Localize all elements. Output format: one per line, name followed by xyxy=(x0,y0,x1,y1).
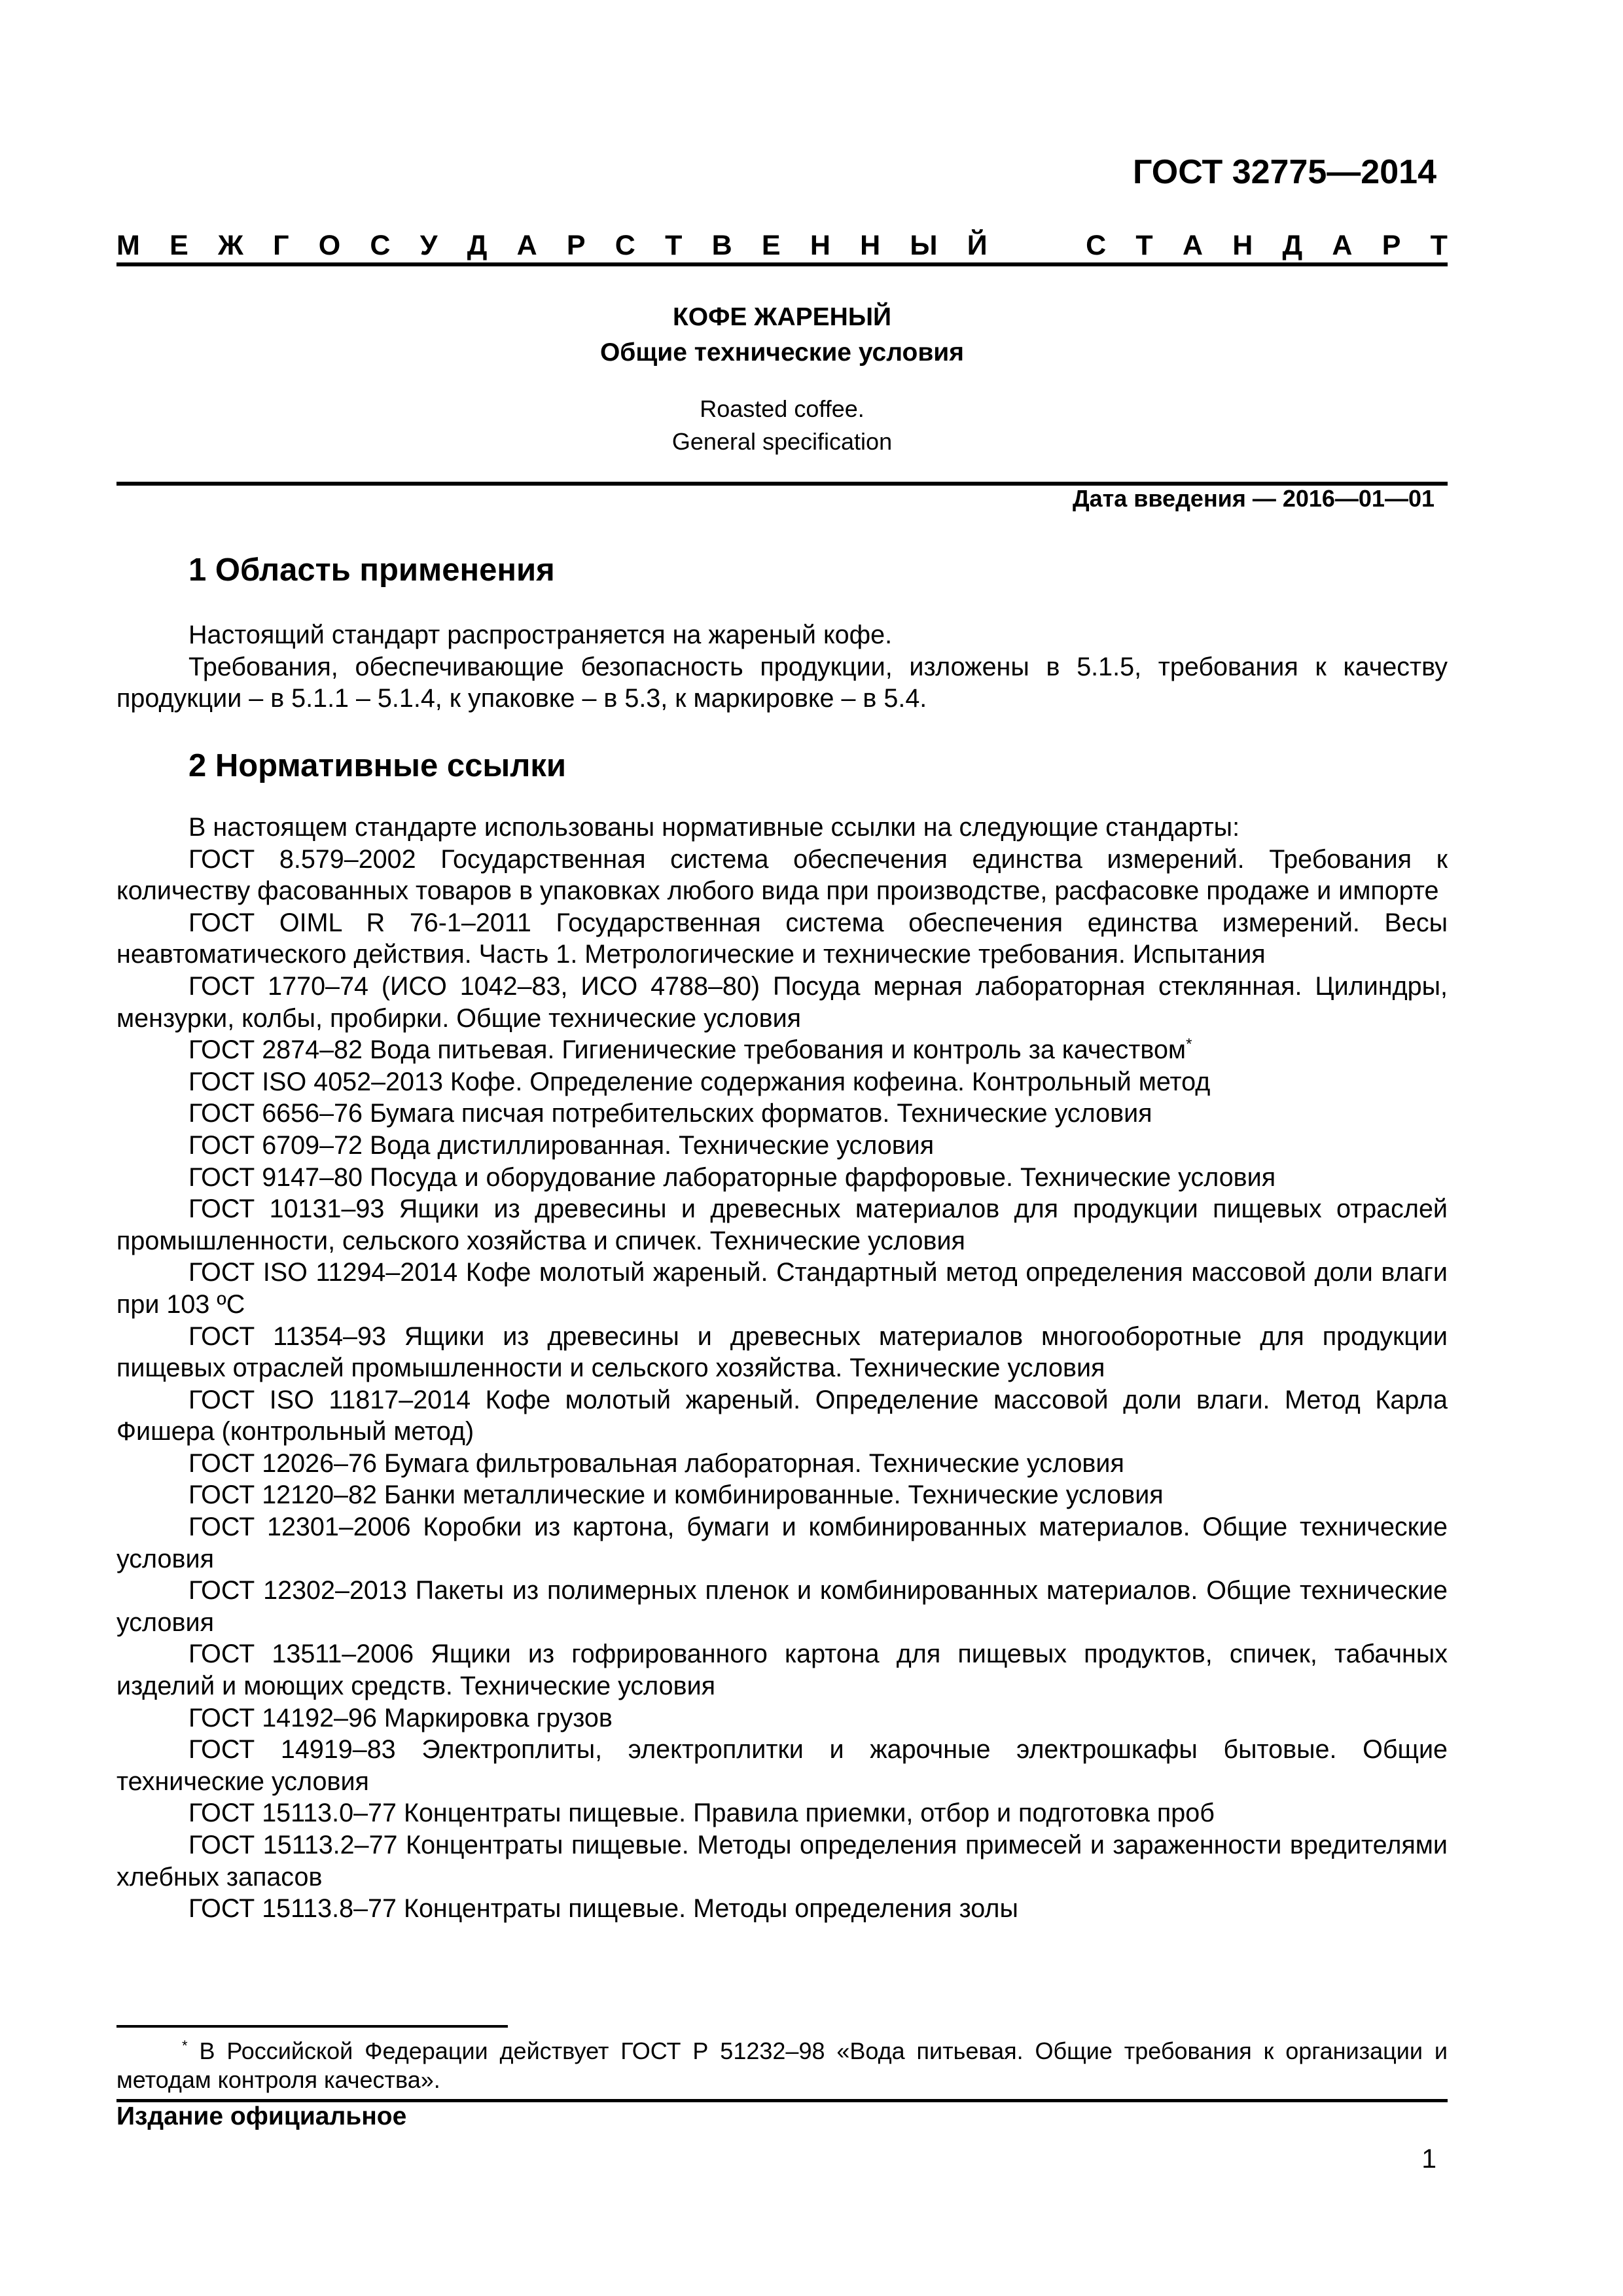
reference-item: ГОСТ 11354–93 Ящики из древесины и древесных материалов многооборотные для продукции пищевых отраслей промышленности и сельского хозяйства. Технические условия xyxy=(116,1321,1448,1383)
reference-item: ГОСТ ISO 11817–2014 Кофе молотый жареный. Определение массовой доли влаги. Метод Карла Фишера (контрольный метод) xyxy=(116,1385,1448,1446)
reference-item: ГОСТ 6709–72 Вода дистиллированная. Технические условия xyxy=(188,1130,935,1160)
section-2-body xyxy=(116,812,1448,1925)
letter: Ж xyxy=(217,229,243,261)
letter: М xyxy=(116,229,140,261)
section-2-heading: 2 Нормативные ссылки xyxy=(188,748,566,783)
footnote-paragraph xyxy=(116,2037,1448,2094)
title-ru xyxy=(116,300,1448,370)
letter: Т xyxy=(1430,229,1448,261)
letter: Д xyxy=(1282,229,1303,261)
paragraph: Настоящий стандарт распространяется на жареный кофе. xyxy=(188,620,893,649)
letter: Д xyxy=(467,229,488,261)
footnote xyxy=(116,2037,1448,2094)
reference-item: ГОСТ 9147–80 Посуда и оборудование лабораторные фарфоровые. Технические условия xyxy=(188,1162,1276,1192)
letter: Ы xyxy=(910,229,938,261)
footnote-separator xyxy=(116,2025,508,2028)
letter: А xyxy=(516,229,537,261)
letter: В xyxy=(711,229,732,261)
letter: Н xyxy=(810,229,830,261)
footnote-ref-marker: * xyxy=(1186,1035,1192,1053)
reference-item: ГОСТ 12026–76 Бумага фильтровальная лабораторная. Технические условия xyxy=(188,1448,1124,1478)
reference-item: ГОСТ 12120–82 Банки металлические и комбинированные. Технические условия xyxy=(188,1480,1164,1510)
paragraph: Требования, обеспечивающие безопасность продукции, изложены в 5.1.5, требования к качеству продукции – в 5.1.1 – 5.1.4, к упаковке – в 5.3, к маркировке – в 5.4. xyxy=(116,652,1448,713)
reference-item: ГОСТ 12302–2013 Пакеты из полимерных пленок и комбинированных материалов. Общие технические условия xyxy=(116,1576,1448,1637)
reference-text: ГОСТ 2874–82 Вода питьевая. Гигиенические требования и контроль за качеством xyxy=(188,1035,1186,1065)
reference-item: ГОСТ 8.579–2002 Государственная система обеспечения единства измерений. Требования к количеству фасованных товаров в упаковках любого вида при производстве, расфасовке продаже и импорте xyxy=(116,844,1448,906)
reference-item: ГОСТ 15113.0–77 Концентраты пищевые. Правила приемки, отбор и подготовка проб xyxy=(188,1799,1215,1828)
reference-item: ГОСТ 14192–96 Маркировка грузов xyxy=(188,1703,613,1732)
title-ru-line1: КОФЕ ЖАРЕНЫЙ xyxy=(672,303,892,331)
letter: Е xyxy=(761,229,781,261)
reference-item: ГОСТ 12301–2006 Коробки из картона, бумаги и комбинированных материалов. Общие технические условия xyxy=(116,1513,1448,1573)
page-number: 1 xyxy=(1421,2144,1436,2174)
standard-designation: ГОСТ 32775—2014 xyxy=(1133,153,1436,191)
letter: Г xyxy=(273,229,289,261)
footnote-marker: * xyxy=(182,2037,188,2054)
letter: Й xyxy=(967,229,988,261)
reference-item: ГОСТ OIML R 76-1–2011 Государственная система обеспечения единства измерений. Весы неавтоматического действия. Часть 1. Метрологические и технические требования. Испытания xyxy=(116,908,1448,969)
standard-type-spaced xyxy=(116,226,1448,265)
reference-item: ГОСТ ISO 11294–2014 Кофе молотый жареный. Стандартный метод определения массовой доли влаги при 103 ºС xyxy=(116,1258,1448,1319)
letter: Р xyxy=(1382,229,1401,261)
title-en xyxy=(116,393,1448,458)
title-en-line2: General specification xyxy=(671,428,893,455)
introduction-date: Дата введения — 2016—01—01 xyxy=(1072,485,1435,512)
section-1-heading: 1 Область применения xyxy=(188,552,555,588)
letter: Т xyxy=(665,229,683,261)
edition-label: Издание официальное xyxy=(116,2102,407,2130)
footnote-text: В Российской Федерации действует ГОСТ Р 51232–98 «Вода питьевая. Общие требования к организации и методам контроля качества». xyxy=(116,2037,1448,2093)
reference-item-with-footnote xyxy=(116,1034,1448,1066)
letter: Р xyxy=(566,229,586,261)
letter: Т xyxy=(1135,229,1153,261)
reference-item: ГОСТ 13511–2006 Ящики из гофрированного картона для пищевых продуктов, спичек, табачных изделий и моющих средств. Технические условия xyxy=(116,1640,1448,1701)
letter: Е xyxy=(169,229,188,261)
letter: Н xyxy=(1232,229,1253,261)
header-rule xyxy=(116,262,1448,266)
paragraph: В настоящем стандарте использованы нормативные ссылки на следующие стандарты: xyxy=(188,813,1240,842)
reference-item: ГОСТ 10131–93 Ящики из древесины и древесных материалов для продукции пищевых отраслей промышленности, сельского хозяйства и спичек. Технические условия xyxy=(116,1194,1448,1255)
letter: А xyxy=(1182,229,1203,261)
letter: С xyxy=(370,229,391,261)
reference-item: ГОСТ 15113.2–77 Концентраты пищевые. Методы определения примесей и зараженности вредителями хлебных запасов xyxy=(116,1831,1448,1892)
reference-item: ГОСТ 15113.8–77 Концентраты пищевые. Методы определения золы xyxy=(188,1894,1018,1924)
letter: О xyxy=(318,229,341,261)
reference-item: ГОСТ 6656–76 Бумага писчая потребительских форматов. Технические условия xyxy=(188,1099,1152,1128)
letter: А xyxy=(1332,229,1353,261)
title-en-line1: Roasted coffee. xyxy=(700,395,865,422)
section-1-body xyxy=(116,619,1448,715)
letter: С xyxy=(615,229,635,261)
title-ru-line2: Общие технические условия xyxy=(599,338,965,367)
reference-item: ГОСТ 14919–83 Электроплиты, электроплитки и жарочные электрошкафы бытовые. Общие технические условия xyxy=(116,1735,1448,1796)
reference-item: ГОСТ 1770–74 (ИСО 1042–83, ИСО 4788–80) Посуда мерная лабораторная стеклянная. Цилиндры, мензурки, колбы, пробирки. Общие технические условия xyxy=(116,971,1448,1033)
letter: С xyxy=(1086,229,1107,261)
letter: Н xyxy=(860,229,881,261)
reference-item: ГОСТ ISO 4052–2013 Кофе. Определение содержания кофеина. Контрольный метод xyxy=(188,1067,1211,1096)
letter: У xyxy=(419,229,438,261)
